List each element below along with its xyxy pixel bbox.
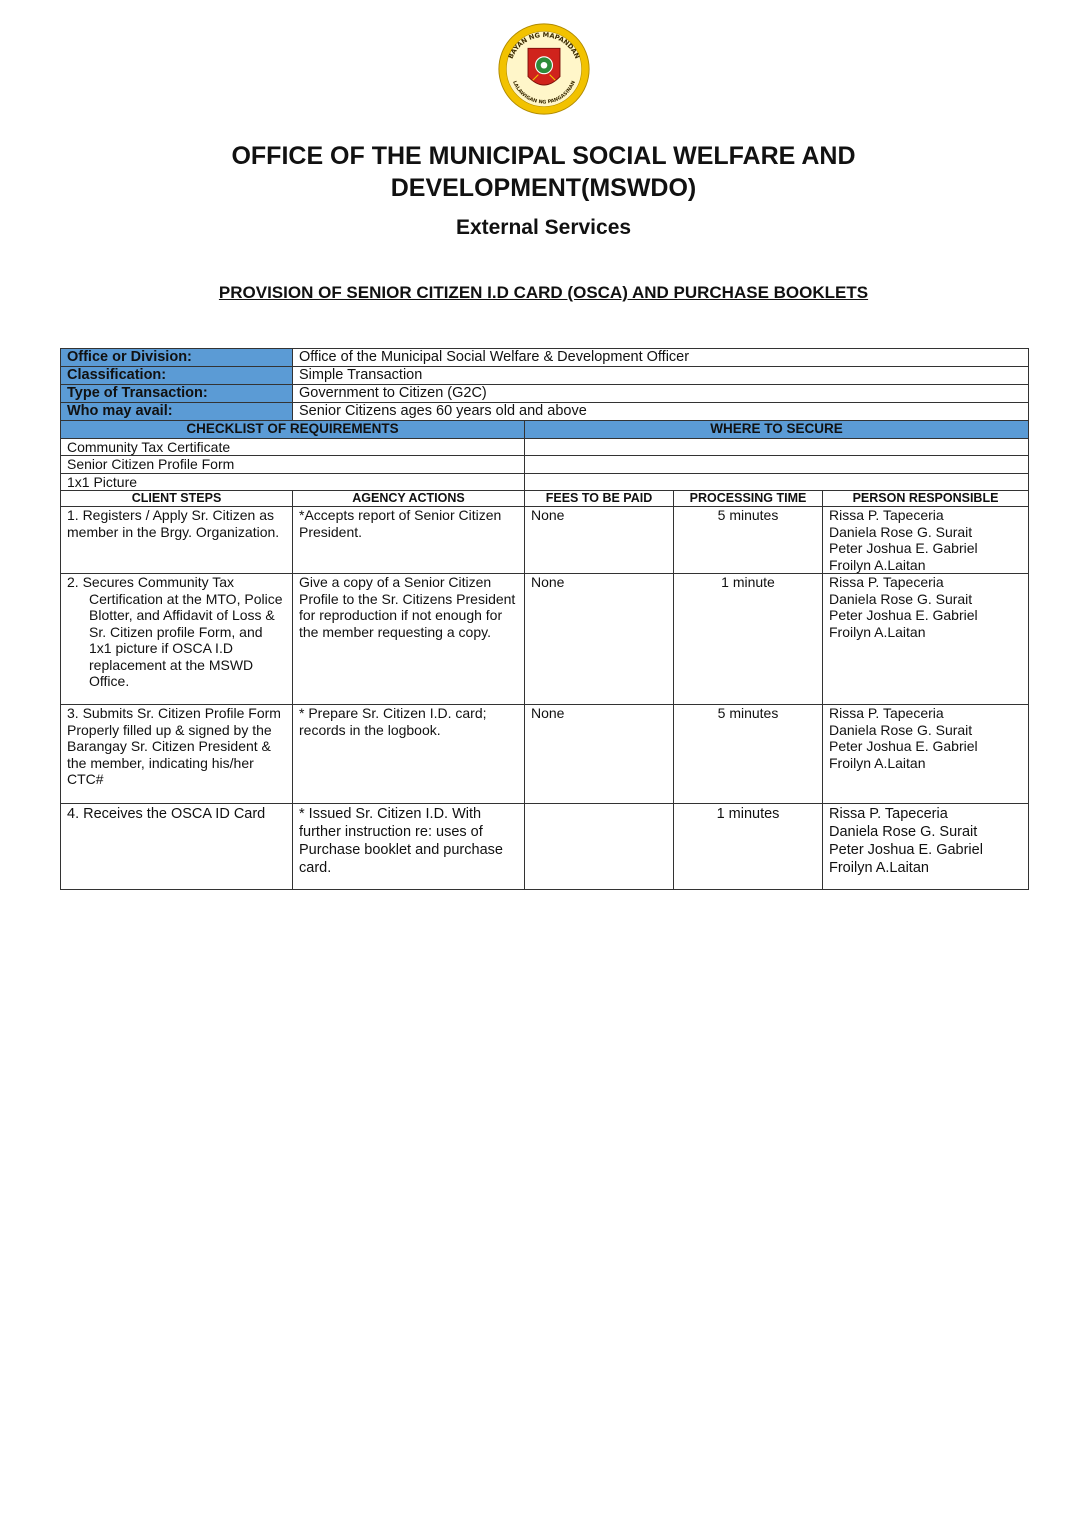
- person-name: Peter Joshua E. Gabriel: [829, 738, 978, 754]
- where-to-secure-cell: [525, 438, 1029, 456]
- fees-header: FEES TO BE PAID: [525, 491, 674, 507]
- info-row: [61, 403, 1029, 421]
- persons-responsible: [823, 705, 1029, 804]
- client-step: 2. Secures Community Tax Certification at the MTO, Police Blotter, and Affidavit of Loss & Sr. Citizen profile Form, and 1x1 picture if OSCA I.D replacement at the MSWD Office.: [61, 574, 293, 705]
- step-row: [61, 574, 1029, 705]
- processing-time-header: PROCESSING TIME: [674, 491, 823, 507]
- info-value: Office of the Municipal Social Welfare & Development Officer: [293, 349, 1029, 367]
- client-steps-header: CLIENT STEPS: [61, 491, 293, 507]
- info-row: [61, 385, 1029, 403]
- info-row: [61, 367, 1029, 385]
- requirement-item: Senior Citizen Profile Form: [61, 456, 525, 474]
- page-title-line2: DEVELOPMENT(MSWDO): [390, 174, 697, 202]
- persons-responsible: [823, 507, 1029, 574]
- person-name: Rissa P. Tapeceria: [829, 507, 944, 523]
- page-subtitle: External Services: [455, 216, 632, 239]
- fee: None: [525, 574, 674, 705]
- steps-header-row: [61, 491, 1029, 507]
- processing-time: 5 minutes: [674, 507, 823, 574]
- requirement-item: 1x1 Picture: [61, 473, 525, 491]
- agency-action: *Accepts report of Senior Citizen President.: [293, 507, 525, 574]
- requirement-row: [61, 456, 1029, 474]
- agency-actions-header: AGENCY ACTIONS: [293, 491, 525, 507]
- person-name: Daniela Rose G. Surait: [829, 824, 978, 840]
- info-label: Type of Transaction:: [61, 385, 293, 403]
- service-title: PROVISION OF SENIOR CITIZEN I.D CARD (OSCA) AND PURCHASE BOOKLETS: [218, 283, 869, 302]
- info-label: Office or Division:: [61, 349, 293, 367]
- info-label: Who may avail:: [61, 403, 293, 421]
- persons-responsible: [823, 574, 1029, 705]
- fee: None: [525, 705, 674, 804]
- client-step: 3. Submits Sr. Citizen Profile Form Properly filled up & signed by the Barangay Sr. Citizen President & the member, indicating his/her CTC#: [61, 705, 293, 804]
- agency-action: * Prepare Sr. Citizen I.D. card; records in the logbook.: [293, 705, 525, 804]
- info-value: Government to Citizen (G2C): [293, 385, 1029, 403]
- where-to-secure-cell: [525, 473, 1029, 491]
- requirements-header-row: [61, 421, 1029, 439]
- requirement-row: [61, 438, 1029, 456]
- processing-time: 5 minutes: [674, 705, 823, 804]
- person-responsible-header: PERSON RESPONSIBLE: [823, 491, 1029, 507]
- persons-responsible: [823, 804, 1029, 890]
- person-name: Froilyn A.Laitan: [829, 860, 929, 876]
- page-title-line1: OFFICE OF THE MUNICIPAL SOCIAL WELFARE AND: [231, 142, 856, 170]
- agency-action: * Issued Sr. Citizen I.D. With further instruction re: uses of Purchase booklet and purchase card.: [293, 804, 525, 890]
- processing-time: 1 minutes: [674, 804, 823, 890]
- info-row: [61, 349, 1029, 367]
- step-row: [61, 705, 1029, 804]
- info-label: Classification:: [61, 367, 293, 385]
- person-name: Rissa P. Tapeceria: [829, 705, 944, 721]
- processing-time: 1 minute: [674, 574, 823, 705]
- requirement-row: [61, 473, 1029, 491]
- municipal-seal: [497, 22, 591, 116]
- person-name: Peter Joshua E. Gabriel: [829, 842, 983, 858]
- person-name: Daniela Rose G. Surait: [829, 523, 973, 540]
- step-row: [61, 507, 1029, 574]
- info-value: Simple Transaction: [293, 367, 1029, 385]
- person-name: Rissa P. Tapeceria: [829, 806, 948, 822]
- checklist-header: CHECKLIST OF REQUIREMENTS: [61, 421, 525, 439]
- seal-top-text: BAYAN NG MAPANDAN: [506, 30, 582, 61]
- info-value: Senior Citizens ages 60 years old and above: [293, 403, 1029, 421]
- person-name: Peter Joshua E. Gabriel: [829, 607, 978, 623]
- person-name: Rissa P. Tapeceria: [829, 574, 944, 590]
- where-to-secure-header: WHERE TO SECURE: [525, 421, 1029, 439]
- person-name: Daniela Rose G. Surait: [829, 590, 973, 607]
- citizen-charter-table: [60, 348, 1029, 890]
- person-name: Daniela Rose G. Surait: [829, 721, 973, 738]
- agency-action: Give a copy of a Senior Citizen Profile to the Sr. Citizens President for reproduction if not enough for the member requesting a copy.: [293, 574, 525, 705]
- fee: [525, 804, 674, 890]
- requirement-item: Community Tax Certificate: [61, 438, 525, 456]
- where-to-secure-cell: [525, 456, 1029, 474]
- person-name: Froilyn A.Laitan: [829, 754, 926, 771]
- person-name: Peter Joshua E. Gabriel: [829, 540, 978, 556]
- person-name: Froilyn A.Laitan: [829, 623, 926, 640]
- step-row: [61, 804, 1029, 890]
- client-step: 1. Registers / Apply Sr. Citizen as member in the Brgy. Organization.: [61, 507, 293, 574]
- fee: None: [525, 507, 674, 574]
- seal-bottom-text: LALAWIGAN NG PANGASINAN: [511, 80, 577, 106]
- client-step: 4. Receives the OSCA ID Card: [61, 804, 293, 890]
- person-name: Froilyn A.Laitan: [829, 556, 926, 573]
